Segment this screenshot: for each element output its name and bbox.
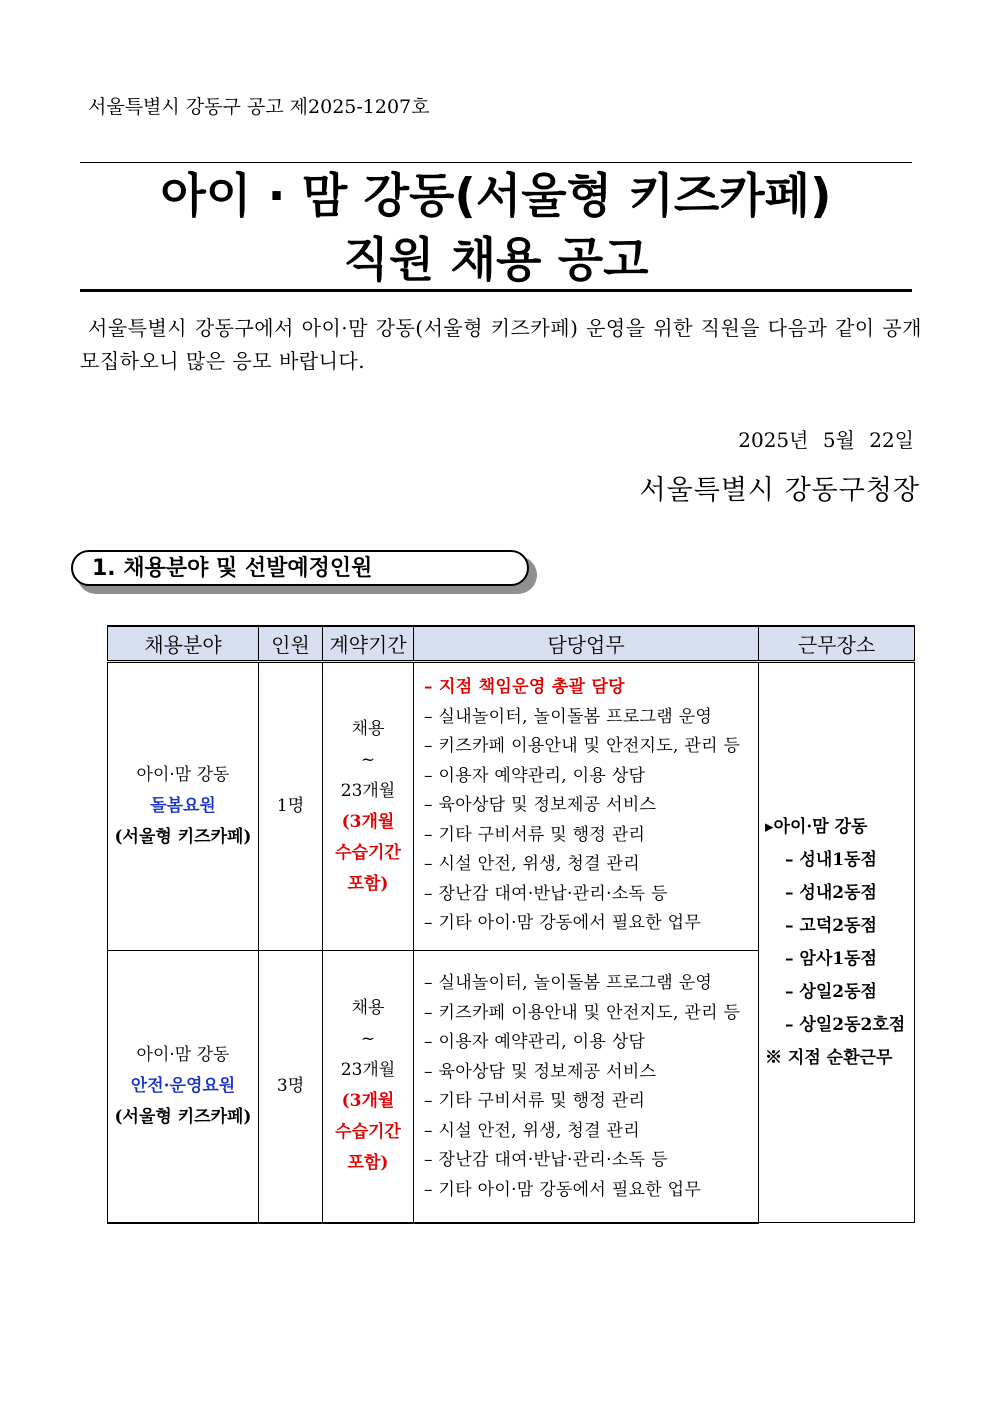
issuer-name: 서울특별시 강동구청장 [639, 475, 920, 506]
duties-cell [414, 951, 759, 1223]
field-role: 돌봄요원 [150, 796, 216, 816]
period-line: ~ [360, 1029, 376, 1050]
place-item: – 성내2동점 [785, 882, 877, 903]
duty-item: – 실내놀이터, 놀이돌봄 프로그램 운영 [424, 973, 713, 993]
header-field: 채용분야 [108, 626, 259, 662]
period-line: 채용 [351, 718, 385, 739]
notice-number: 서울특별시 강동구 공고 제2025-1207호 [88, 96, 430, 118]
duty-item: – 기타 아이·맘 강동에서 필요한 업무 [424, 913, 702, 933]
recruit-table [107, 625, 915, 1224]
field-line: 아이·맘 강동 [136, 765, 230, 785]
place-item: – 암사1동점 [785, 948, 877, 969]
period-probation: (3개월 [341, 1091, 395, 1112]
period-line: 채용 [351, 998, 385, 1019]
place-note: ※ 지점 순환근무 [765, 1047, 893, 1068]
place-item: – 성내1동점 [785, 849, 877, 870]
place-header: ▸아이·맘 강동 [765, 816, 868, 837]
header-duties: 담당업무 [414, 626, 759, 662]
place-item: – 상일2동2호점 [785, 1014, 906, 1035]
field-line: (서울형 키즈카페) [114, 827, 252, 847]
place-cell [759, 662, 915, 1223]
field-role: 안전·운영요원 [130, 1075, 236, 1096]
notice-date: 2025년 5월 22일 [738, 428, 914, 452]
header-period: 계약기간 [323, 626, 414, 662]
period-probation: 포함) [347, 873, 389, 894]
period-line: ~ [360, 749, 376, 770]
duty-item: – 기타 구비서류 및 행정 관리 [424, 1091, 646, 1111]
title-rule-top [80, 162, 912, 163]
duty-item: – 이용자 예약관리, 이용 상담 [424, 765, 646, 786]
duty-item: – 기타 아이·맘 강동에서 필요한 업무 [424, 1179, 702, 1200]
field-line: 아이·맘 강동 [136, 1044, 230, 1065]
field-cell [108, 662, 259, 951]
period-probation: 수습기간 [335, 842, 401, 863]
header-count: 인원 [259, 626, 323, 662]
table-row [108, 662, 915, 951]
section-heading-1: 1. 채용분야 및 선발예정인원 [92, 556, 373, 581]
duty-item: – 시설 안전, 위생, 청결 관리 [424, 854, 640, 874]
place-item: – 고덕2동점 [785, 915, 877, 936]
duty-item: – 시설 안전, 위생, 청결 관리 [424, 1120, 640, 1141]
count-cell: 1명 [259, 662, 323, 951]
place-item: – 상일2동점 [785, 981, 877, 1002]
intro-paragraph: 서울특별시 강동구에서 아이·맘 강동(서울형 키즈카페) 운영을 위한 직원을 다음과 같이 공개 모집하오니 많은 응모 바랍니다. [80, 316, 922, 373]
count-cell: 3명 [259, 951, 323, 1223]
duty-item: – 지점 책임운영 총괄 담당 [424, 677, 625, 697]
duty-item: – 키즈카페 이용안내 및 안전지도, 관리 등 [424, 1002, 741, 1023]
period-probation: 수습기간 [335, 1122, 401, 1143]
header-place: 근무장소 [759, 626, 915, 662]
period-line: 23개월 [340, 780, 396, 801]
duty-item: – 장난감 대여·반납·관리·소독 등 [424, 883, 668, 904]
duty-item: – 이용자 예약관리, 이용 상담 [424, 1032, 646, 1052]
period-cell [323, 951, 414, 1223]
table-header-row [108, 626, 915, 662]
page-title-line1: 아이 · 맘 강동(서울형 키즈카페) [160, 169, 832, 224]
duty-item: – 육아상담 및 정보제공 서비스 [424, 1061, 657, 1082]
duty-item: – 키즈카페 이용안내 및 안전지도, 관리 등 [424, 736, 741, 756]
period-probation: (3개월 [341, 811, 395, 832]
duty-item: – 기타 구비서류 및 행정 관리 [424, 824, 646, 845]
duty-item: – 실내놀이터, 놀이돌봄 프로그램 운영 [424, 706, 713, 727]
period-line: 23개월 [340, 1060, 396, 1081]
period-cell [323, 662, 414, 951]
page-title-line2: 직원 채용 공고 [343, 233, 649, 288]
title-rule-bottom [80, 289, 912, 292]
duties-cell [414, 662, 759, 951]
period-probation: 포함) [347, 1153, 389, 1174]
field-cell [108, 951, 259, 1223]
duty-item: – 장난감 대여·반납·관리·소독 등 [424, 1150, 668, 1170]
field-line: (서울형 키즈카페) [114, 1106, 252, 1127]
duty-item: – 육아상담 및 정보제공 서비스 [424, 795, 657, 815]
